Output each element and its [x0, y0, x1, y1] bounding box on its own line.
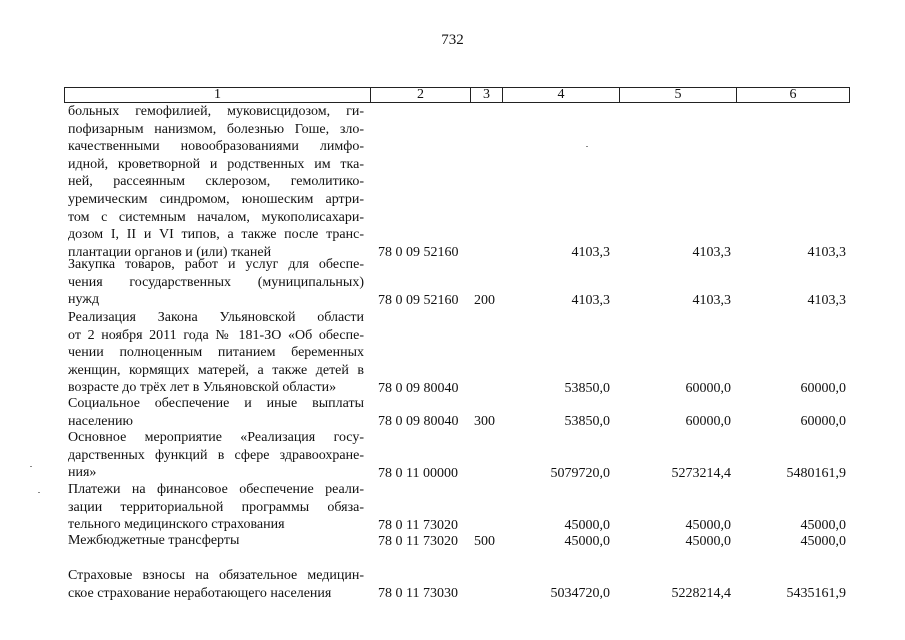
description-line: чении полноценным питанием беременных: [68, 345, 364, 361]
target-code: 78 0 11 73030: [378, 586, 458, 601]
target-code: 78 0 09 80040: [378, 381, 459, 396]
description-line: Социальное обеспечение и иные выплаты: [68, 396, 364, 411]
table-row: [68, 532, 868, 550]
amount-col-5: 4103,3: [692, 245, 731, 260]
description-line: от 2 ноября 2011 года № 181-ЗО «Об обеспе-: [68, 327, 364, 343]
table-header: [64, 87, 850, 103]
description-line: качественными новообразованиями лимфо-: [68, 139, 364, 155]
description-line: пофизарным нанизмом, болезнью Гоше, зло-: [68, 121, 364, 137]
amount-col-4: 5034720,0: [550, 586, 610, 601]
amount-col-5: 45000,0: [685, 534, 731, 549]
description-line: уремическим синдромом, юношеским артри-: [68, 191, 364, 207]
scan-speck: [38, 492, 40, 493]
table-row: [68, 103, 868, 261]
row-description: [68, 309, 364, 397]
table-row: [68, 429, 868, 482]
header-col-6: 6: [789, 87, 797, 102]
header-col-3: 3: [471, 88, 503, 102]
page-number: 732: [441, 32, 464, 48]
description-line: ния»: [68, 465, 97, 481]
amount-col-4: 5079720,0: [550, 466, 610, 481]
amount-col-6: 4103,3: [807, 245, 846, 260]
table-row: [68, 395, 868, 430]
amount-col-6: 45000,0: [800, 534, 846, 549]
description-line: Межбюджетные трансферты: [68, 533, 240, 548]
table-row: [68, 481, 868, 534]
row-description: [68, 395, 364, 430]
row-description: [68, 532, 364, 550]
amount-col-5: 4103,3: [692, 293, 731, 308]
description-line: населению: [68, 413, 133, 429]
target-code: 78 0 09 52160: [378, 245, 459, 260]
description-line: дозом I, II и VI типов, а также после транс-: [68, 227, 364, 243]
description-line: женщин, кормящих матерей, а также детей в: [68, 362, 364, 378]
scan-speck: [30, 466, 32, 467]
amount-col-4: 4103,3: [571, 245, 610, 260]
amount-col-5: 60000,0: [685, 414, 731, 429]
amount-col-4: 53850,0: [564, 414, 610, 429]
expense-type: 500: [474, 534, 495, 549]
amount-col-5: 5228214,4: [671, 586, 731, 601]
amount-col-6: 45000,0: [800, 518, 846, 533]
expense-type: 200: [474, 293, 495, 308]
amount-col-4: 45000,0: [564, 518, 610, 533]
amount-col-4: 4103,3: [571, 293, 610, 308]
amount-col-4: 53850,0: [564, 381, 610, 396]
description-line: Реализация Закона Ульяновской области: [68, 310, 364, 325]
amount-col-4: 45000,0: [564, 534, 610, 549]
table-row: [68, 567, 868, 602]
description-line: нужд: [68, 292, 100, 308]
description-line: плантации органов и (или) тканей: [68, 244, 272, 260]
description-line: зации территориальной программы обяза-: [68, 499, 364, 515]
description-line: чения государственных (муниципальных): [68, 274, 364, 290]
description-line: дарственных функций в сфере здравоохране-: [68, 447, 364, 463]
description-line: Закупка товаров, работ и услуг для обеспе-: [68, 257, 364, 272]
scan-speck: [586, 146, 588, 147]
amount-col-6: 5480161,9: [786, 466, 846, 481]
amount-col-6: 60000,0: [800, 381, 846, 396]
amount-col-5: 5273214,4: [671, 466, 731, 481]
description-line: ское страхование неработающего населения: [68, 585, 332, 601]
target-code: 78 0 09 80040: [378, 414, 459, 429]
amount-col-6: 5435161,9: [786, 586, 846, 601]
description-line: больных гемофилией, муковисцидозом, ги-: [68, 104, 364, 119]
description-line: тельного медицинского страхования: [68, 517, 285, 533]
description-line: Страховые взносы на обязательное медицин-: [68, 568, 364, 583]
row-description: [68, 103, 364, 261]
description-line: том с системным началом, мукополисахари-: [68, 209, 364, 225]
description-line: ней, рассеянным склерозом, гемолитико-: [68, 174, 364, 190]
target-code: 78 0 09 52160: [378, 293, 459, 308]
amount-col-5: 45000,0: [685, 518, 731, 533]
row-description: [68, 481, 364, 534]
description-line: возрасте до трёх лет в Ульяновской области»: [68, 380, 337, 396]
row-description: [68, 567, 364, 602]
description-line: Основное мероприятие «Реализация госу-: [68, 430, 364, 445]
header-col-1: 1: [65, 88, 371, 102]
target-code: 78 0 11 73020: [378, 534, 458, 549]
header-col-5: 5: [620, 88, 737, 102]
expense-type: 300: [474, 414, 495, 429]
row-description: [68, 256, 364, 309]
header-col-2: 2: [371, 88, 471, 102]
description-line: идной, кроветворной и родственных им тка-: [68, 156, 364, 172]
description-line: Платежи на финансовое обеспечение реали-: [68, 482, 364, 497]
amount-col-5: 60000,0: [685, 381, 731, 396]
amount-col-6: 60000,0: [800, 414, 846, 429]
target-code: 78 0 11 00000: [378, 466, 458, 481]
header-col-4: 4: [503, 88, 620, 102]
table-row: [68, 309, 868, 397]
row-description: [68, 429, 364, 482]
amount-col-6: 4103,3: [807, 293, 846, 308]
table-row: [68, 256, 868, 309]
target-code: 78 0 11 73020: [378, 518, 458, 533]
